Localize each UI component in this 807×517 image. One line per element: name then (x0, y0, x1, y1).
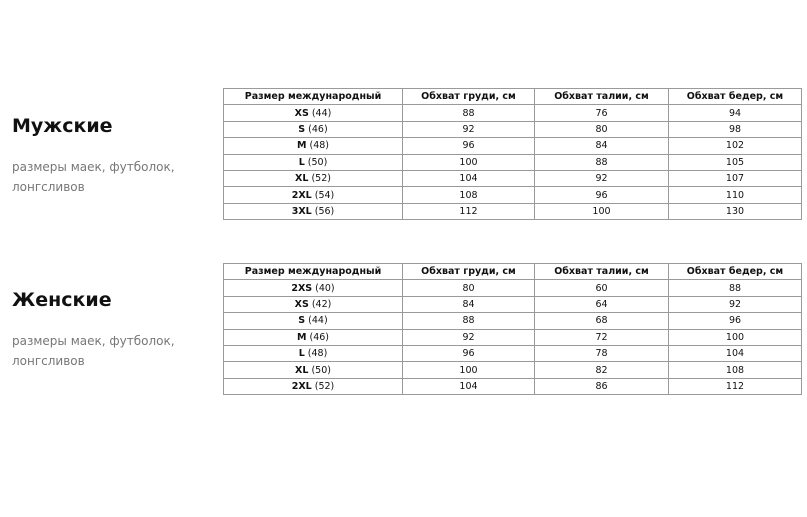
hips-cell: 112 (669, 378, 802, 394)
hips-cell: 130 (669, 203, 802, 219)
waist-cell: 82 (535, 362, 669, 378)
men-section-subtitle: размеры маек, футболок, лонгсливов (12, 160, 175, 194)
chest-cell: 112 (403, 203, 535, 219)
table-row (224, 203, 802, 219)
international-size: XL (295, 173, 309, 185)
women-section-title: Женские (12, 289, 112, 311)
chest-cell: 100 (403, 362, 535, 378)
international-size: XS (294, 298, 309, 310)
waist-cell: 84 (535, 138, 669, 154)
russian-size: (56) (314, 205, 335, 217)
chest-cell: 88 (403, 313, 535, 329)
russian-size: (46) (309, 331, 329, 343)
size-cell (224, 105, 403, 121)
size-cell (224, 203, 403, 219)
international-size: 2XL (291, 189, 312, 201)
russian-size: (48) (307, 348, 328, 360)
hips-cell: 92 (669, 296, 802, 312)
russian-size: (44) (311, 107, 332, 119)
russian-size: (50) (307, 156, 328, 168)
size-cell (224, 329, 403, 345)
hips-cell: 94 (669, 105, 802, 121)
size-cell (224, 154, 403, 170)
hips-cell: 96 (669, 313, 802, 329)
hips-cell: 88 (669, 280, 802, 296)
russian-size: (54) (314, 189, 335, 201)
hips-cell: 98 (669, 121, 802, 137)
waist-cell: 88 (535, 154, 669, 170)
chest-cell: 96 (403, 138, 535, 154)
chest-cell: 108 (403, 187, 535, 203)
chest-cell: 92 (403, 329, 535, 345)
waist-cell: 68 (535, 313, 669, 329)
international-size: L (298, 348, 305, 360)
chest-cell: 104 (403, 378, 535, 394)
table-row (224, 296, 802, 312)
header-hips: Обхват бедер, см (669, 89, 802, 105)
size-cell (224, 280, 403, 296)
international-size: M (296, 140, 307, 152)
waist-cell: 86 (535, 378, 669, 394)
waist-cell: 64 (535, 296, 669, 312)
international-size: S (298, 123, 306, 135)
hips-cell: 105 (669, 154, 802, 170)
size-cell (224, 121, 403, 137)
table-header-row (224, 89, 802, 105)
table-header-row (224, 264, 802, 280)
size-cell (224, 170, 403, 186)
header-international-size: Размер международный (224, 89, 403, 105)
size-cell (224, 138, 403, 154)
waist-cell: 80 (535, 121, 669, 137)
international-size: XS (294, 107, 309, 119)
chest-cell: 100 (403, 154, 535, 170)
hips-cell: 107 (669, 170, 802, 186)
russian-size: (42) (311, 298, 332, 310)
women-section-subtitle: размеры маек, футболок, лонгсливов (12, 334, 175, 368)
header-waist: Обхват талии, см (535, 264, 669, 280)
russian-size: (44) (308, 315, 328, 327)
waist-cell: 76 (535, 105, 669, 121)
russian-size: (40) (315, 282, 335, 294)
international-size: S (298, 315, 306, 327)
chest-cell: 96 (403, 345, 535, 361)
table-row (224, 280, 802, 296)
table-row (224, 154, 802, 170)
table-row (224, 138, 802, 154)
waist-cell: 92 (535, 170, 669, 186)
waist-cell: 100 (535, 203, 669, 219)
russian-size: (52) (314, 380, 335, 392)
international-size: 3XL (291, 205, 312, 217)
header-waist: Обхват талии, см (535, 89, 669, 105)
russian-size: (52) (311, 173, 331, 185)
waist-cell: 96 (535, 187, 669, 203)
international-size: XL (295, 364, 309, 376)
russian-size: (50) (311, 364, 331, 376)
waist-cell: 78 (535, 345, 669, 361)
hips-cell: 110 (669, 187, 802, 203)
chest-cell: 84 (403, 296, 535, 312)
table-row (224, 105, 802, 121)
table-row (224, 170, 802, 186)
waist-cell: 60 (535, 280, 669, 296)
size-cell (224, 187, 403, 203)
size-cell (224, 378, 403, 394)
men-size-table (223, 88, 802, 220)
table-row (224, 187, 802, 203)
header-chest: Обхват груди, см (403, 264, 535, 280)
table-row (224, 345, 802, 361)
hips-cell: 104 (669, 345, 802, 361)
women-size-table (223, 263, 802, 395)
russian-size: (46) (308, 123, 328, 135)
header-international-size: Размер международный (224, 264, 403, 280)
header-chest: Обхват груди, см (403, 89, 535, 105)
chest-cell: 88 (403, 105, 535, 121)
hips-cell: 108 (669, 362, 802, 378)
russian-size: (48) (309, 140, 329, 152)
table-row (224, 313, 802, 329)
hips-cell: 100 (669, 329, 802, 345)
international-size: 2XS (291, 282, 313, 294)
table-row (224, 378, 802, 394)
hips-cell: 102 (669, 138, 802, 154)
size-cell (224, 345, 403, 361)
men-section-title: Мужские (12, 115, 113, 137)
chest-cell: 80 (403, 280, 535, 296)
chest-cell: 104 (403, 170, 535, 186)
size-cell (224, 313, 403, 329)
size-cell (224, 362, 403, 378)
table-row (224, 362, 802, 378)
table-row (224, 121, 802, 137)
international-size: L (298, 156, 305, 168)
header-hips: Обхват бедер, см (669, 264, 802, 280)
international-size: M (296, 331, 307, 343)
waist-cell: 72 (535, 329, 669, 345)
size-cell (224, 296, 403, 312)
international-size: 2XL (291, 380, 312, 392)
table-row (224, 329, 802, 345)
chest-cell: 92 (403, 121, 535, 137)
